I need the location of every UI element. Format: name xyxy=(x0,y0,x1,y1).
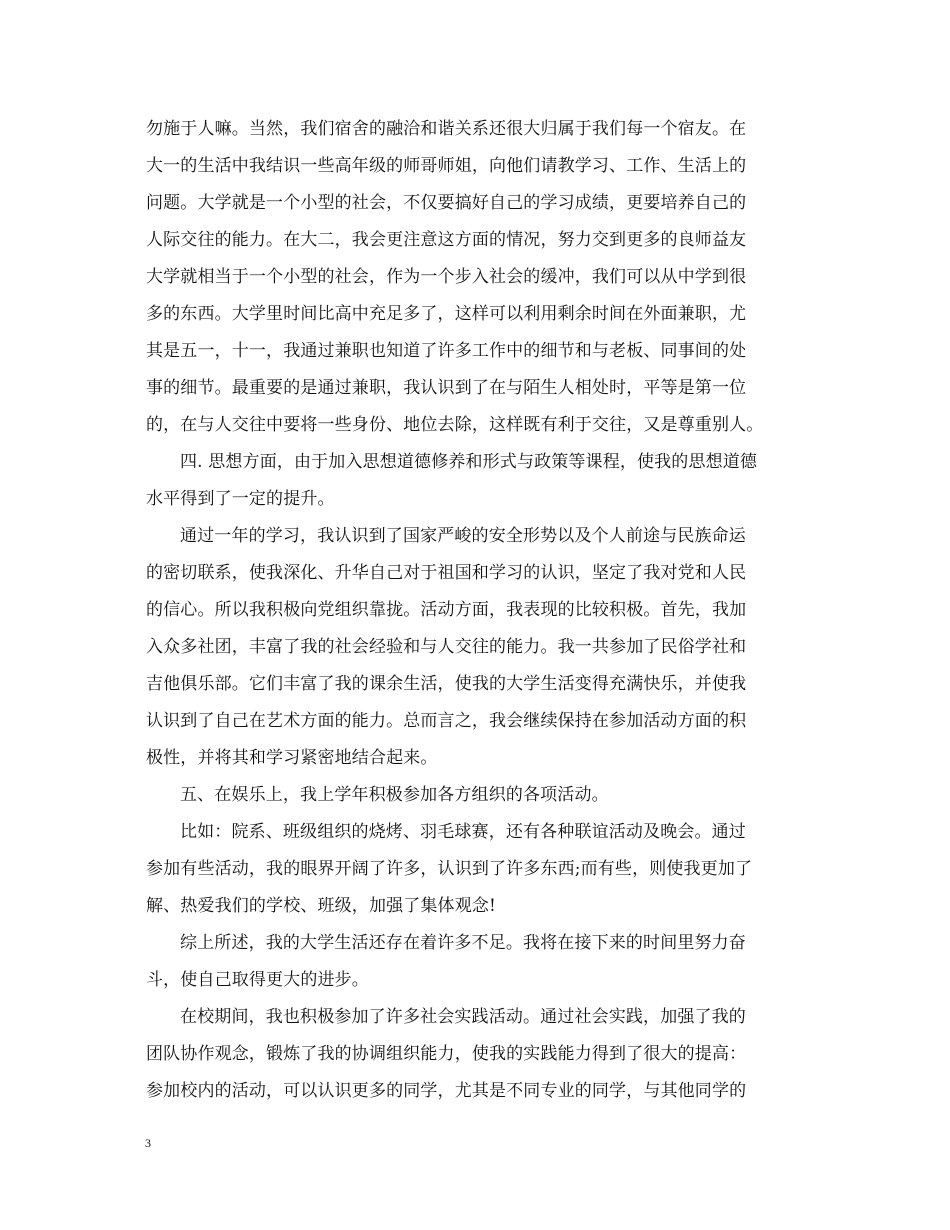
text-line: 的信心。所以我积极向党组织靠拢。活动方面，我表现的比较积极。首先，我加 xyxy=(146,600,747,620)
text-line: 在校期间，我也积极参加了许多社会实践活动。通过社会实践，加强了我的 xyxy=(180,1007,746,1027)
text-line: 极性，并将其和学习紧密地结合起来。 xyxy=(146,748,438,768)
text-line: 解、热爱我们的学校、班级，加强了集体观念! xyxy=(146,896,496,916)
text-line: 四. 思想方面，由于加入思想道德修养和形式与政策等课程，使我的思想道德 xyxy=(180,452,758,472)
text-line: 事的细节。最重要的是通过兼职，我认识到了在与陌生人相处时，平等是第一位 xyxy=(146,378,747,398)
text-line: 的密切联系，使我深化、升华自己对于祖国和学习的认识，坚定了我对党和人民 xyxy=(146,563,747,583)
text-line: 问题。大学就是一个小型的社会，不仅要搞好自己的学习成绩，更要培养自己的 xyxy=(146,193,747,213)
text-line: 多的东西。大学里时间比高中充足多了，这样可以利用剩余时间在外面兼职，尤 xyxy=(146,304,747,324)
text-line: 参加有些活动，我的眼界开阔了许多，认识到了许多东西;而有些，则使我更加了 xyxy=(146,859,753,879)
text-line: 大学就相当于一个小型的社会，作为一个步入社会的缓冲，我们可以从中学到很 xyxy=(146,267,747,287)
text-line: 五、在娱乐上，我上学年积极参加各方组织的各项活动。 xyxy=(180,785,609,805)
text-line: 的，在与人交往中要将一些身份、地位去除，这样既有利于交往，又是尊重别人。 xyxy=(146,415,764,435)
page-number: 3 xyxy=(145,1136,151,1150)
text-line: 团队协作观念，锻炼了我的协调组织能力，使我的实践能力得到了很大的提高： xyxy=(146,1044,747,1064)
text-line: 比如：院系、班级组织的烧烤、羽毛球赛，还有各种联谊活动及晚会。通过 xyxy=(180,822,746,842)
text-line: 吉他俱乐部。它们丰富了我的课余生活，使我的大学生活变得充满快乐，并使我 xyxy=(146,674,747,694)
text-line: 综上所述，我的大学生活还存在着许多不足。我将在接下来的时间里努力奋 xyxy=(180,933,746,953)
text-line: 认识到了自己在艺术方面的能力。总而言之，我会继续保持在参加活动方面的积 xyxy=(146,711,747,731)
text-line: 勿施于人嘛。当然，我们宿舍的融洽和谐关系还很大归属于我们每一个宿友。在 xyxy=(146,119,747,139)
text-line: 通过一年的学习，我认识到了国家严峻的安全形势以及个人前途与民族命运 xyxy=(180,526,746,546)
text-line: 参加校内的活动，可以认识更多的同学，尤其是不同专业的同学，与其他同学的 xyxy=(146,1081,747,1101)
text-line: 入众多社团，丰富了我的社会经验和与人交往的能力。我一共参加了民俗学社和 xyxy=(146,637,747,657)
text-line: 大一的生活中我结识一些高年级的师哥师姐，向他们请教学习、工作、生活上的 xyxy=(146,156,747,176)
text-line: 其是五一，十一，我通过兼职也知道了许多工作中的细节和与老板、同事间的处 xyxy=(146,341,747,361)
text-line: 斗，使自己取得更大的进步。 xyxy=(146,970,369,990)
text-line: 水平得到了一定的提升。 xyxy=(146,489,335,509)
text-line: 人际交往的能力。在大二，我会更注意这方面的情况，努力交到更多的良师益友 xyxy=(146,230,747,250)
